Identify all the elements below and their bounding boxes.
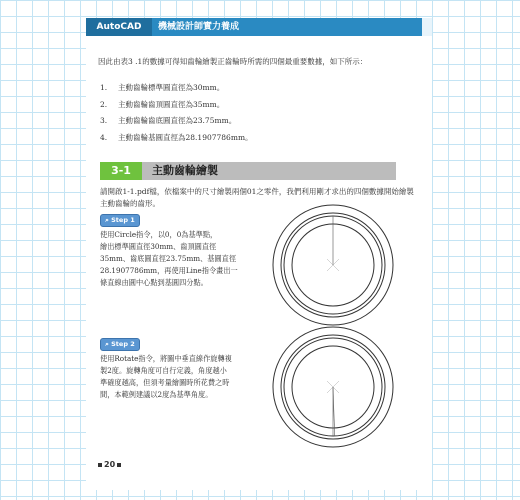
step-1-line: 繪出標準圓直徑30mm、齒頂圓直徑 <box>100 242 217 251</box>
list-item-text: 主動齒輪基圓直徑為28.1907786mm。 <box>118 132 253 142</box>
book-page <box>86 18 432 490</box>
list-item-number: 1. <box>100 83 108 92</box>
intro-paragraph: 因此由表3 .1的數據可得知齒輪繪製正齒輪時所需的四個最重要數據，如下所示： <box>98 57 368 66</box>
step-1-text <box>100 229 250 289</box>
step-1-line: 使用Circle指令，以0，0為基準點， <box>100 230 218 239</box>
list-item-text: 主動齒輪齒頂圓直徑為35mm。 <box>118 99 225 109</box>
step-2-text <box>100 353 250 401</box>
section-title: 主動齒輪繪製 <box>152 164 218 177</box>
step-1-label: Step 1 <box>111 216 135 224</box>
list-item-text: 主動齒輪標準圓直徑為30mm。 <box>118 83 225 92</box>
step-1-line: 28.1907786mm，再使用Line指令畫出一 <box>100 266 238 275</box>
magnifier-icon: ⌕ <box>105 216 109 224</box>
list-item <box>100 132 420 149</box>
header-end-marker <box>422 18 432 36</box>
magnifier-icon: ⌕ <box>105 340 109 348</box>
list-item-number: 4. <box>100 132 108 142</box>
step-1-line: 條直線由圓中心點到基圓四分點。 <box>100 278 208 287</box>
page-header <box>86 18 432 36</box>
dimension-list <box>100 82 420 148</box>
book-subtitle: 機械設計師實力養成 <box>158 22 240 32</box>
list-item <box>100 115 420 132</box>
step-2-line: 製2度。旋轉角度可自行定義，角度越小 <box>100 366 227 375</box>
list-item-number: 3. <box>100 116 108 125</box>
step-2-line: 使用Rotate指令，將圖中垂直線作旋轉複 <box>100 354 232 363</box>
list-item <box>100 82 420 99</box>
page-number <box>96 460 123 469</box>
list-item-number: 2. <box>100 99 108 109</box>
list-item-text: 主動齒輪齒底圓直徑為23.75mm。 <box>118 116 237 125</box>
list-item <box>100 99 420 116</box>
step-1-line: 35mm、齒底圓直徑23.75mm、基圓直徑 <box>100 254 237 263</box>
step-2-rotated-lines-figure <box>270 324 396 450</box>
square-bullet-icon <box>98 463 102 467</box>
step-1-badge <box>100 214 140 227</box>
step-2-line: 準確度越高，但須考量繪圖時所花費之時 <box>100 378 230 387</box>
page-number-value: 20 <box>104 460 116 469</box>
square-bullet-icon <box>117 463 121 467</box>
section-heading <box>100 162 396 180</box>
step-2-label: Step 2 <box>111 340 135 348</box>
section-number: 3-1 <box>100 162 142 180</box>
step-2-line: 間，本範例建議以2度為基準角度。 <box>100 390 213 399</box>
step-2-badge <box>100 338 140 351</box>
brand-label: AutoCAD <box>86 18 152 36</box>
step-1-circles-figure <box>270 202 396 328</box>
section-intro-paragraph: 請開啟1-1.pdf檔，依檔案中的尺寸繪製兩個01之零件，我們利用剛才求出的四個數據開始繪製主動齒輪的齒形。 <box>100 187 414 208</box>
